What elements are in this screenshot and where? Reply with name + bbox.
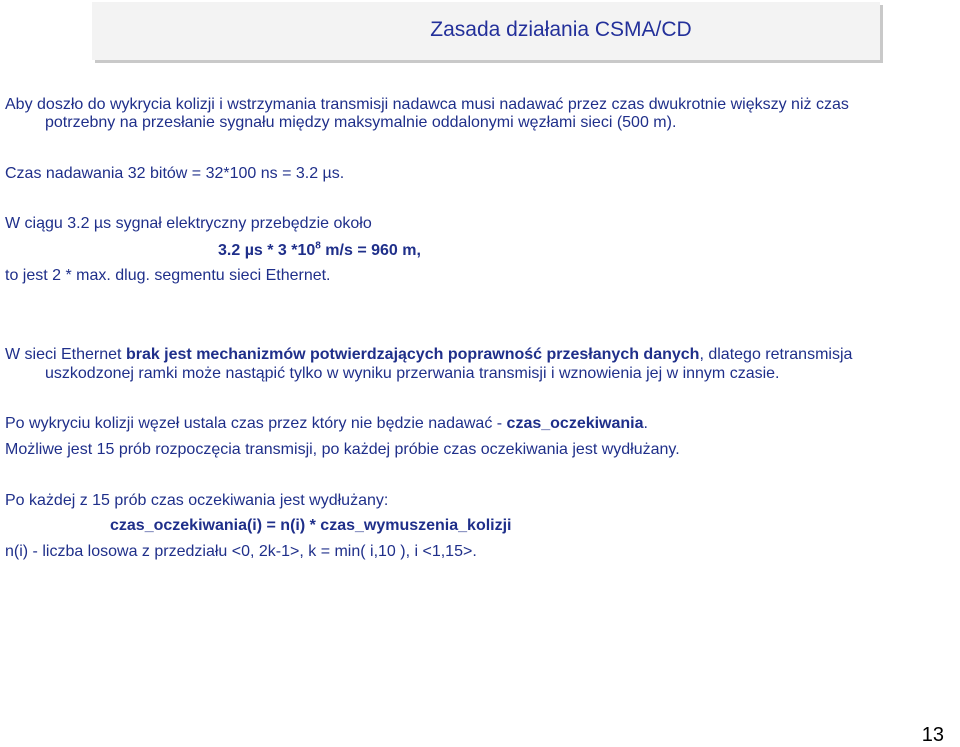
para4-bold: czas_oczekiwania: [506, 415, 644, 432]
para3-line1: [5, 345, 852, 365]
para4-end: .: [643, 415, 648, 432]
para3-line2: uszkodzonej ramki może nastąpić tylko w wyniku przerwania transmisji i wznowienia jej w innym czasie.: [45, 365, 780, 382]
para3-text-a: W sieci Ethernet: [5, 346, 126, 363]
para6-line1: Po każdej z 15 prób czas oczekiwania jest wydłużany:: [5, 492, 389, 509]
formula-part-a: 3.2 µs * 3 *10: [218, 242, 316, 259]
para3-bold: brak jest mechanizmów potwierdzających poprawność przesłanych danych: [125, 346, 700, 363]
para3-text-b: , dlatego retransmisja: [699, 346, 853, 363]
para6-line3: n(i) - liczba losowa z przedziału <0, 2k-1>, k = min( i,10 ), i <1,15>.: [5, 543, 477, 560]
formula-part-b: m/s = 960 m,: [320, 242, 421, 259]
para4: [5, 414, 648, 434]
para1-line1: Aby doszło do wykrycia kolizji i wstrzymania transmisji nadawca musi nadawać przez czas dwukrotnie większy niż czas: [5, 96, 849, 113]
page-number: 13: [921, 724, 944, 746]
propagation-formula: [218, 241, 421, 261]
formula-exponent: 8: [315, 240, 321, 252]
time-line: Czas nadawania 32 bitów = 32*100 ns = 3.2 µs.: [5, 165, 345, 182]
slide-title: Zasada działania CSMA/CD: [430, 18, 692, 41]
para1-line2: potrzebny na przesłanie sygnału między maksymalnie oddalonymi węzłami sieci (500 m).: [45, 114, 677, 131]
para4-text: Po wykryciu kolizji węzeł ustala czas przez który nie będzie nadawać -: [5, 415, 507, 432]
title-box: [92, 2, 880, 60]
para5: Możliwe jest 15 prób rozpoczęcia transmisji, po każdej próbie czas oczekiwania jest wydłużany.: [5, 441, 680, 458]
backoff-formula: czas_oczekiwania(i) = n(i) * czas_wymuszenia_kolizji: [110, 517, 512, 534]
para2-line3: to jest 2 * max. dlug. segmentu sieci Ethernet.: [5, 267, 331, 284]
para2-line1: W ciągu 3.2 µs sygnał elektryczny przebędzie około: [5, 215, 372, 232]
